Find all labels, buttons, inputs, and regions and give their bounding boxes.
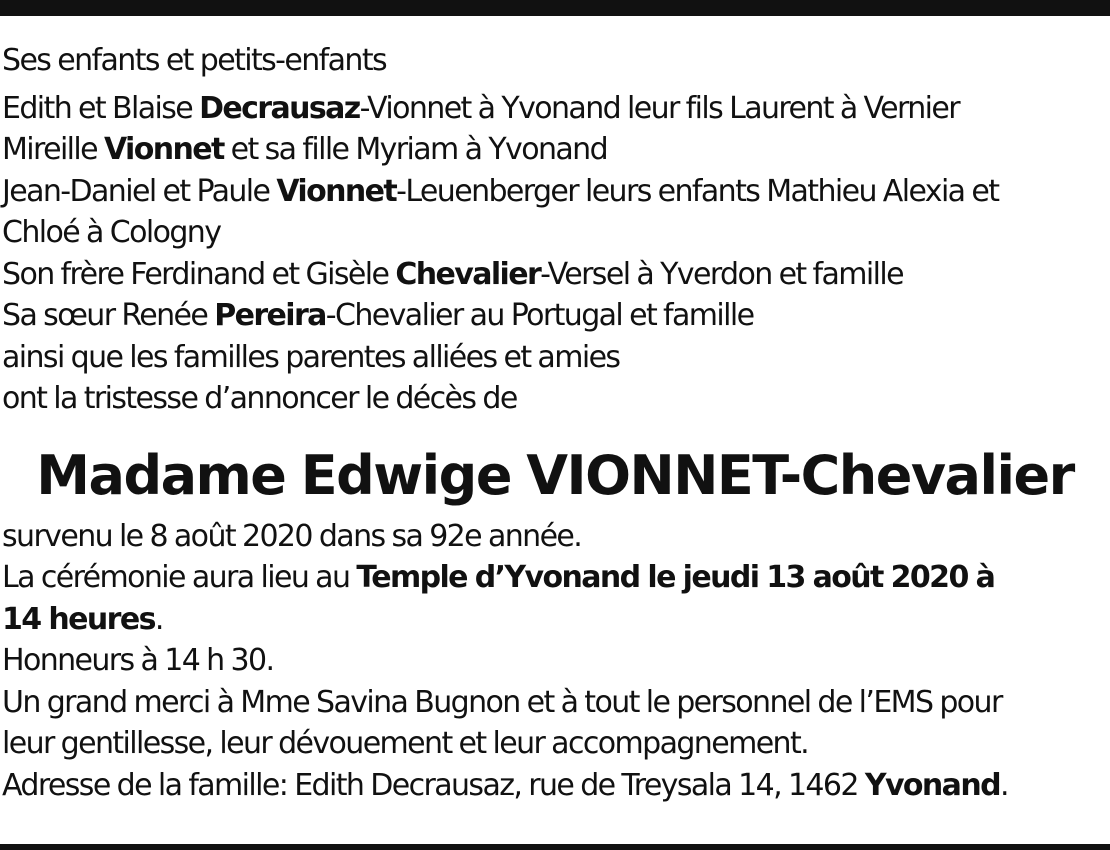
bottom-border-rule bbox=[0, 844, 1110, 850]
family-line-3-text-c: -Leuenberger leurs enfants Mathieu Alexia et bbox=[396, 173, 999, 209]
family-line-1-surname: Decrausaz bbox=[199, 90, 360, 126]
family-line-5-text-c: -Versel à Yverdon et famille bbox=[540, 256, 903, 292]
family-line-1-text-a: Edith et Blaise bbox=[2, 90, 200, 126]
family-line-1-text-c: -Vionnet à Yvonand leur fils Laurent à Vernier bbox=[359, 90, 959, 126]
ceremony-place-date: Temple d’Yvonand le jeudi 13 août 2020 à bbox=[356, 560, 995, 595]
family-line-2 bbox=[2, 129, 1108, 171]
family-line-8: ont la tristesse d’annoncer le décès de bbox=[2, 381, 517, 416]
ceremony-line-1 bbox=[2, 557, 1108, 599]
intro-line: Ses enfants et petits-enfants bbox=[2, 43, 387, 78]
family-line-6-text-a: Sa sœur Renée bbox=[2, 298, 215, 333]
family-line-7: ainsi que les familles parentes alliées et amies bbox=[2, 339, 620, 375]
family-line-5-text-a: Son frère Ferdinand et Gisèle bbox=[2, 256, 396, 292]
ceremony-time: 14 heures bbox=[2, 601, 155, 637]
thanks-line-1: Un grand merci à Mme Savina Bugnon et à tout le personnel de l’EMS pour bbox=[2, 684, 1002, 720]
date-line: survenu le 8 août 2020 dans sa 92e année. bbox=[2, 518, 582, 554]
family-line-3 bbox=[2, 171, 1108, 213]
family-line-6-surname: Pereira bbox=[214, 298, 326, 333]
thanks-line-2: leur gentillesse, leur dévouement et leur accompagnement. bbox=[2, 726, 809, 761]
ceremony-period: . bbox=[154, 601, 163, 637]
address-town: Yvonand bbox=[864, 767, 1000, 803]
death-notice bbox=[2, 40, 1108, 806]
family-line-4: Chloé à Cologny bbox=[2, 215, 221, 250]
family-line-1 bbox=[2, 88, 1108, 130]
deceased-name-heading: Madame Edwige VIONNET-Chevalier bbox=[36, 443, 1074, 507]
address-line bbox=[2, 765, 1108, 807]
family-line-6-text-c: -Chevalier au Portugal et famille bbox=[325, 298, 754, 333]
family-line-2-text-c: et sa fille Myriam à Yvonand bbox=[223, 132, 608, 167]
ceremony-line-2 bbox=[2, 599, 1108, 641]
family-line-5-surname: Chevalier bbox=[395, 256, 541, 292]
family-line-6 bbox=[2, 295, 1108, 337]
address-period: . bbox=[999, 767, 1008, 803]
family-line-5 bbox=[2, 254, 1108, 296]
family-line-2-text-a: Mireille bbox=[2, 132, 104, 167]
family-line-3-text-a: Jean-Daniel et Paule bbox=[2, 173, 277, 209]
family-line-3-surname: Vionnet bbox=[276, 173, 397, 209]
top-border-rule bbox=[0, 0, 1110, 16]
address-text-a: Adresse de la famille: Edith Decrausaz, rue de Treysala 14, 1462 bbox=[2, 767, 865, 803]
family-line-2-surname: Vionnet bbox=[103, 132, 224, 167]
ceremony-text-a: La cérémonie aura lieu au bbox=[2, 560, 357, 595]
honneurs-line: Honneurs à 14 h 30. bbox=[2, 643, 274, 678]
